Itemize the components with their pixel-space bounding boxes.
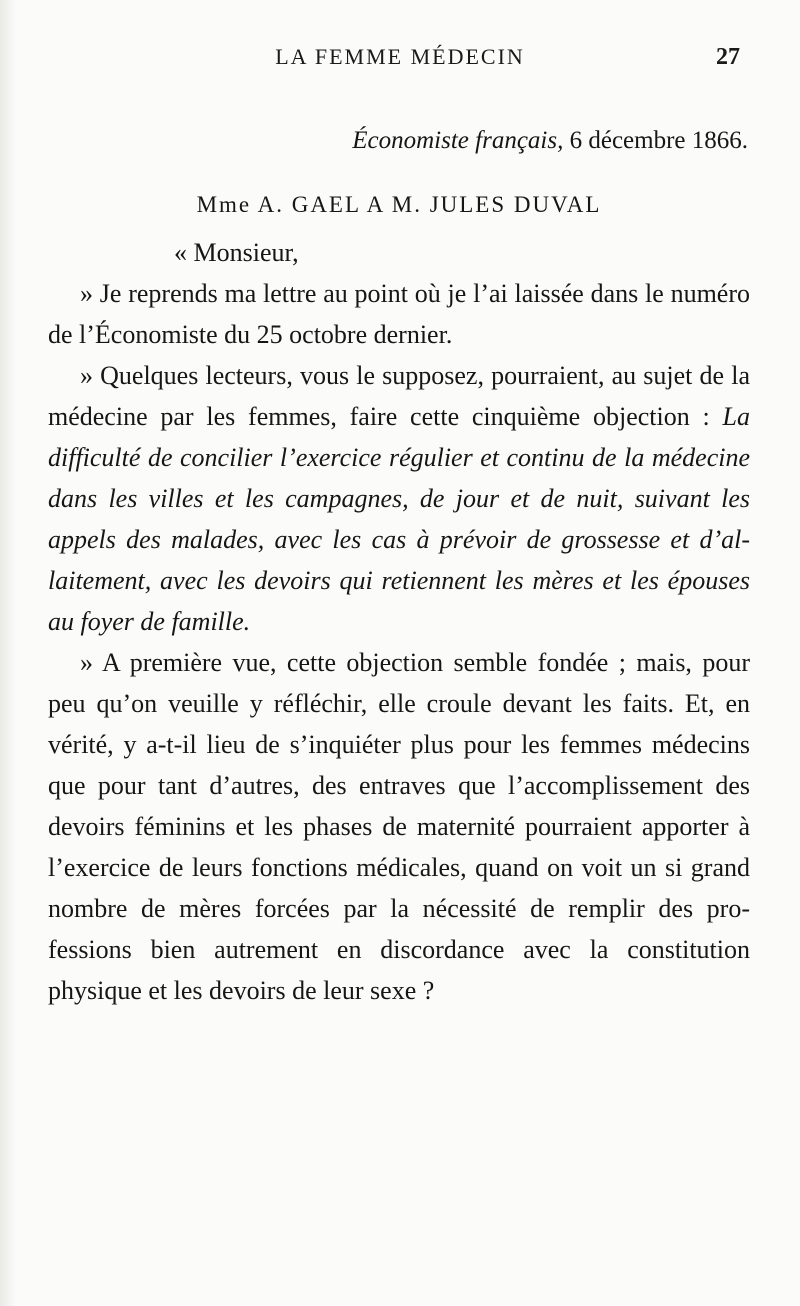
salutation: « Monsieur, bbox=[174, 238, 299, 267]
page-header bbox=[48, 44, 752, 78]
source-journal: Économiste français, bbox=[352, 127, 564, 154]
letter-heading: Mme A. GAEL A M. JULES DUVAL bbox=[196, 192, 602, 217]
paragraph-2 bbox=[48, 355, 750, 642]
paragraph-3: » A première vue, cette objection semble fondée ; mais, pour peu qu’on veuille y réfléchir, elle croule devant les faits. Et, en vérité, y a-t-il lieu de s’inquiéter plus pour les femmes médecins que pour tant d’autres, des entraves que l’accomplissement des devoirs féminins et les phases de maternité pourraient apporter à l’exercice de leurs fonctions médicales, quand on voit un si grand nombre de mères forcées par la nécessité de remplir des professions bien autrement en discordance avec la constitution physique et les devoirs de leur sexe ? bbox=[48, 648, 750, 1005]
page-body bbox=[48, 120, 750, 1011]
paragraph-1: » Je reprends ma lettre au point où je l’ai laissée dans le numéro de l’Économiste du 25 octobre dernier. bbox=[48, 279, 750, 349]
source-date: 6 décembre 1866. bbox=[569, 127, 748, 154]
paragraph-2-quote: La difficulté de concilier l’exercice régulier et continu de la médecine dans les villes et les campagnes, de jour et de nuit, suivant les appels des malades, avec les cas à prévoir de grossesse et d’allaitement, avec les devoirs qui retiennent les mères et les épouses au foyer de famille. bbox=[48, 402, 750, 636]
paragraph-2-intro: » Quelques lecteurs, vous le supposez, pourraient, au sujet de la médecine par les femmes, faire cette cinquième objection : bbox=[48, 361, 750, 431]
running-title: LA FEMME MÉDECIN bbox=[275, 44, 525, 69]
source-citation bbox=[48, 120, 750, 162]
page-number: 27 bbox=[716, 44, 740, 70]
